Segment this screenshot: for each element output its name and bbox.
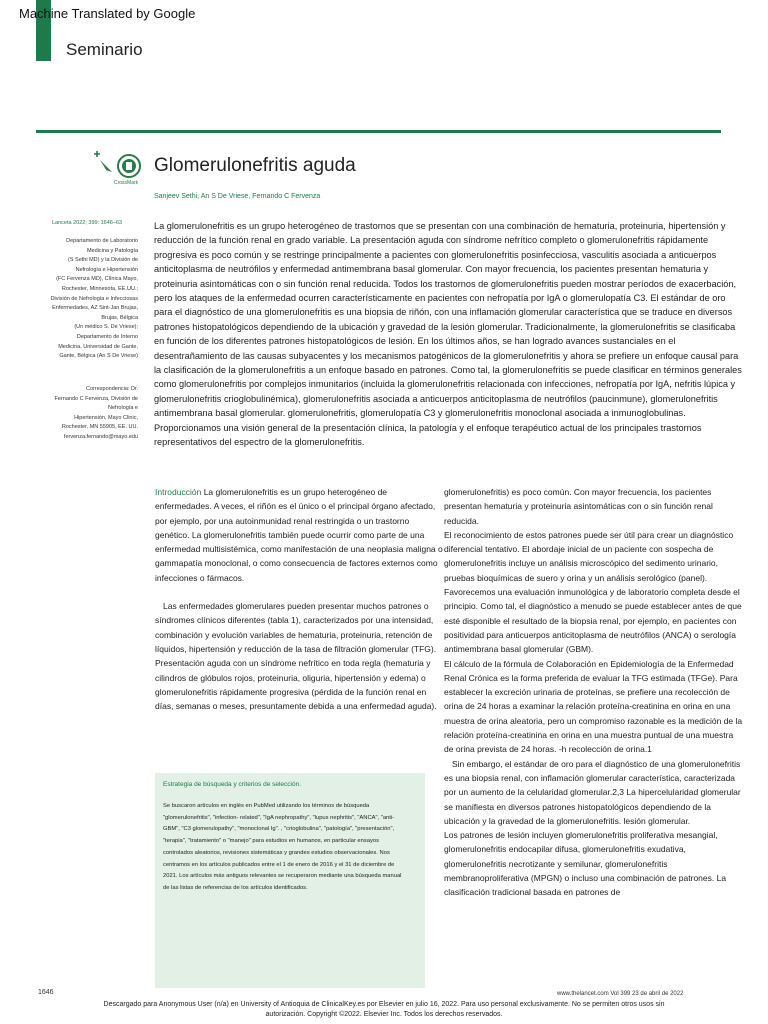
correspondence-line: Correspondencia: Dr. xyxy=(86,386,138,392)
affiliation-line: División de Nefrología e Infecciosas xyxy=(50,295,138,302)
journal-reference[interactable]: www.thelancet.com Vol 399 23 de abril de 2022 xyxy=(557,991,684,997)
header-divider xyxy=(36,130,721,133)
crossmark-icon xyxy=(90,150,144,182)
abstract: La glomerulonefritis es un grupo heterogéneo de trastornos que se presentan con una combinación de hematuria, proteinuria, hipertensión y reducción de la función renal en grado variable. La presentación aguda con síndrome nefrítico completo o glomerulonefritis rápidamente progresiva es poco común y se restringe principalmente a pacientes con glomerulonefritis posinfecciosa, vasculitis asociada a anticuerpos anticitoplasma de neutrófilos y enfermedad antimembrana basal glomerular. Con mayor frecuencia, los pacientes presentan hematuria y proteinuria asintomáticas con o sin función renal reducida. Todos los trastornos de glomerulonefritis pueden mostrar períodos de exacerbación, pero los ataques de la enfermedad ocurren característicamente en pacientes con nefropatía por IgA o glomerulopatía C3. El estándar de oro para el diagnóstico de una glomerulonefritis es una biopsia de riñón, con una inflamación glomerular característica que se traduce en diversos patrones histopatológicos dependiendo de la ubicación y gravedad de la lesión glomerular. Tradicionalmente, la glomerulonefritis se clasificaba en función de los diferentes patrones histopatológicos de lesión. En los últimos años, se han logrado avances sustanciales en el desentrañamiento de las causas subyacentes y los mecanismos patogénicos de la glomerulonefritis y ahora se prefiere un enfoque causal para la clasificación de la glomerulonefritis a un enfoque basado en patrones. Como tal, la glomerulonefritis se puede clasificar en términos generales como glomerulonefritis por complejos inmunitarios (incluida la glomerulonefritis relacionada con infecciones, nefropatía por IgA, nefritis lúpica y glomerulonefritis crioglobulinémica), glomerulonefritis asociada a anticuerpos anticitoplasma de neutrófilos (paucinmune), glomerulonefritis antimembrana basal glomerular. glomerulonefritis, glomerulopatía C3 y glomerulonefritis monoclonal asociada a inmunoglobulinas. Proporcionamos una visión general de la presentación clínica, la patología y el enfoque terapéutico actual de los principales trastornos representativos del espectro de la glomerulonefritis. xyxy=(154,221,742,448)
affiliation-line: Departamento de Interno xyxy=(76,333,138,340)
correspondence-line: Nefrología e xyxy=(108,405,138,412)
article-authors: Sanjeev Sethi, An S De Vriese, Fernando C Fervenza xyxy=(154,193,321,200)
affiliation-line: (FC Fervenza MD), Clínica Mayo, xyxy=(56,276,138,283)
body-paragraph: La glomerulonefritis es un grupo heterogéneo de enfermedades. A veces, el riñón es el único o el principal órgano afectado, por ejemplo, por una autoinmunidad renal restringida o un trastorno genético. La glomerulonefritis también puede ocurrir como parte de una enfermedad multisistémica, como manifestación de una neoplasia maligna o gammapatía monoclonal, o como consecuencia de factores externos como infecciones o fármacos. xyxy=(155,487,443,583)
body-paragraph: Las enfermedades glomerulares pueden presentar muchos patrones o síndromes clínicos diferentes (tabla 1), caracterizados por una intensidad, combinación y evolución variables de hematuria, proteinuria, retención de líquidos, hipertensión y reducción de la tasa de filtración glomerular (TFG). xyxy=(155,601,437,654)
section-title: Seminario xyxy=(66,40,143,59)
affiliation-line: Medicina y Patología xyxy=(86,247,138,254)
correspondence-line: Rochester, MN 55905, EE. UU. xyxy=(61,424,138,431)
correspondence-line: Fernando C Fervenza, División de xyxy=(54,395,138,402)
correspondence xyxy=(36,385,138,443)
affiliation-line: Rochester, Minnesota, EE.UU.; xyxy=(61,285,138,292)
body-paragraph: El cálculo de la fórmula de Colaboración en Epidemiología de la Enfermedad Renal Crónica es la forma preferida de evaluar la TFG estimada (TFGe). Para establecer la excreción urinaria de proteínas, se prefiere una recolección de orina de 24 horas a examinar la relación proteína-creatinina en orina en una muestra de orina aleatoria, pero un compromiso razonable es la medición de la relación proteína-creatinina en orina en una muestra puntual de una muestra de orina prevista de 24 horas. -h recolección de orina.1 xyxy=(444,658,743,755)
body-paragraph: El reconocimiento de estos patrones puede ser útil para crear un diagnóstico diferencial tentativo. El abordaje inicial de un paciente con sospecha de glomerulonefritis incluye un análisis microscópico del sedimento urinario, pruebas bioquímicas de suero y orina y un análisis serológico (panel). Favorecemos una evaluación inmunológica y de laboratorio completa desde el principio. Como tal, el diagnóstico a menudo se puede establecer antes de que esté disponible el resultado de la biopsia renal, por ejemplo, en pacientes con positividad para anticuerpos anticitoplasma de neutrófilos (ANCA) o serología antimembrana basal glomerular (GBM). xyxy=(444,529,742,655)
affiliation-line: Departamento de Laboratorio xyxy=(66,238,138,244)
affiliations xyxy=(36,237,138,362)
affiliation-line: Gante, Bélgica (An S De Vriese) xyxy=(59,353,138,360)
citation: Lanceta 2022; 399: 1646–63 xyxy=(52,220,123,226)
article-title: Glomerulonefritis aguda xyxy=(154,155,356,176)
affiliation-line: (S Sethi MD) y la División de xyxy=(68,257,138,264)
body-column-right xyxy=(444,485,744,900)
search-strategy-title: Estrategia de búsqueda y criterios de selección. xyxy=(163,781,302,788)
search-strategy-text: Se buscaron artículos en inglés en PubMed utilizando los términos de búsqueda "glomerulonefritis", "infection- related", "IgA nephropathy", "lupus nephritis", "ANCA", "anti-GBM", "C3 glomerulopathy", "monoclonal Ig". , "crioglobulina", "patología", "presentación", "terapia", "tratamiento" o "manejo" para estudios en humanos, en particular ensayos controlados aleatorios, revisiones sistemáticas y grandes estudios observacionales. Nos centramos en los artículos publicados entre el 1 de enero de 2016 y el 31 de diciembre de 2021. Los artículos más antiguos relevantes se recuperaron mediante una búsqueda manual de las listas de referencias de los artículos identificados. xyxy=(163,803,402,891)
correspondence-line: Hipertensión, Mayo Clinic, xyxy=(74,414,138,421)
body-paragraph: Sin embargo, el estándar de oro para el diagnóstico de una glomerulonefritis es una biopsia renal, con inflamación glomerular característica, caracterizada por un aumento de la celularidad glomerular.2,3 La hipercelularidad glomerular se manifiesta en diversos patrones histopatológicos dependiendo de la ubicación y la gravedad de la glomerulonefritis. lesión glomerular. xyxy=(444,758,741,826)
download-notice: Descargado para Anonymous User (n/a) en University of Antioquia de ClinicalKey.es por Elsevier en julio 16, 2022. Para uso personal exclusivamente. No se permiten otros usos sin autorización. Copyright ©2022. Elsevier Inc. Todos los derechos reservados. xyxy=(103,1001,665,1018)
crossmark-logo[interactable] xyxy=(90,150,144,190)
body-paragraph: glomerulonefritis) es poco común. Con mayor frecuencia, los pacientes presentan hematuria y proteinuria asintomáticas con o sin función renal reducida. xyxy=(444,487,713,526)
affiliation-line: Enfermedades, AZ Sint-Jan Brujas, xyxy=(52,305,138,312)
affiliation-line: Medicina, Universidad de Gante, xyxy=(58,343,138,350)
search-strategy-box xyxy=(155,773,425,988)
crossmark-label: CrossMark xyxy=(114,180,139,186)
body-paragraph: Presentación aguda con un síndrome nefrítico en toda regla (hematuria y cilindros de glóbulos rojos, proteinuria, oliguria, hipertensión y edema) o glomerulonefritis rápidamente progresiva (pérdida de la función renal en días, semanas o meses, presuntamente debida a una enfermedad aguda). xyxy=(155,658,437,712)
affiliation-line: Brujas, Bélgica xyxy=(101,314,138,321)
affiliation-line: Nefrología e Hipertensión xyxy=(75,266,138,273)
page-number: 1646 xyxy=(38,989,54,996)
intro-heading: Introducción xyxy=(155,487,202,497)
body-column-left xyxy=(155,485,443,713)
body-paragraph: Los patrones de lesión incluyen glomerulonefritis proliferativa mesangial, glomerulonefritis endocapilar difusa, glomerulonefritis exudativa, glomerulonefritis necrotizante y semilunar, glomerulonefritis membranoproliferativa (MPGN) o incluso una combinación de patrones. La clasificación tradicional basada en patrones de xyxy=(444,830,727,898)
affiliation-line: (Un médico S. De Vriese); xyxy=(74,324,138,331)
machine-translated-label: Machine Translated by Google xyxy=(19,6,196,21)
correspondence-email[interactable]: fervenza.fernando@mayo.edu xyxy=(63,433,138,440)
